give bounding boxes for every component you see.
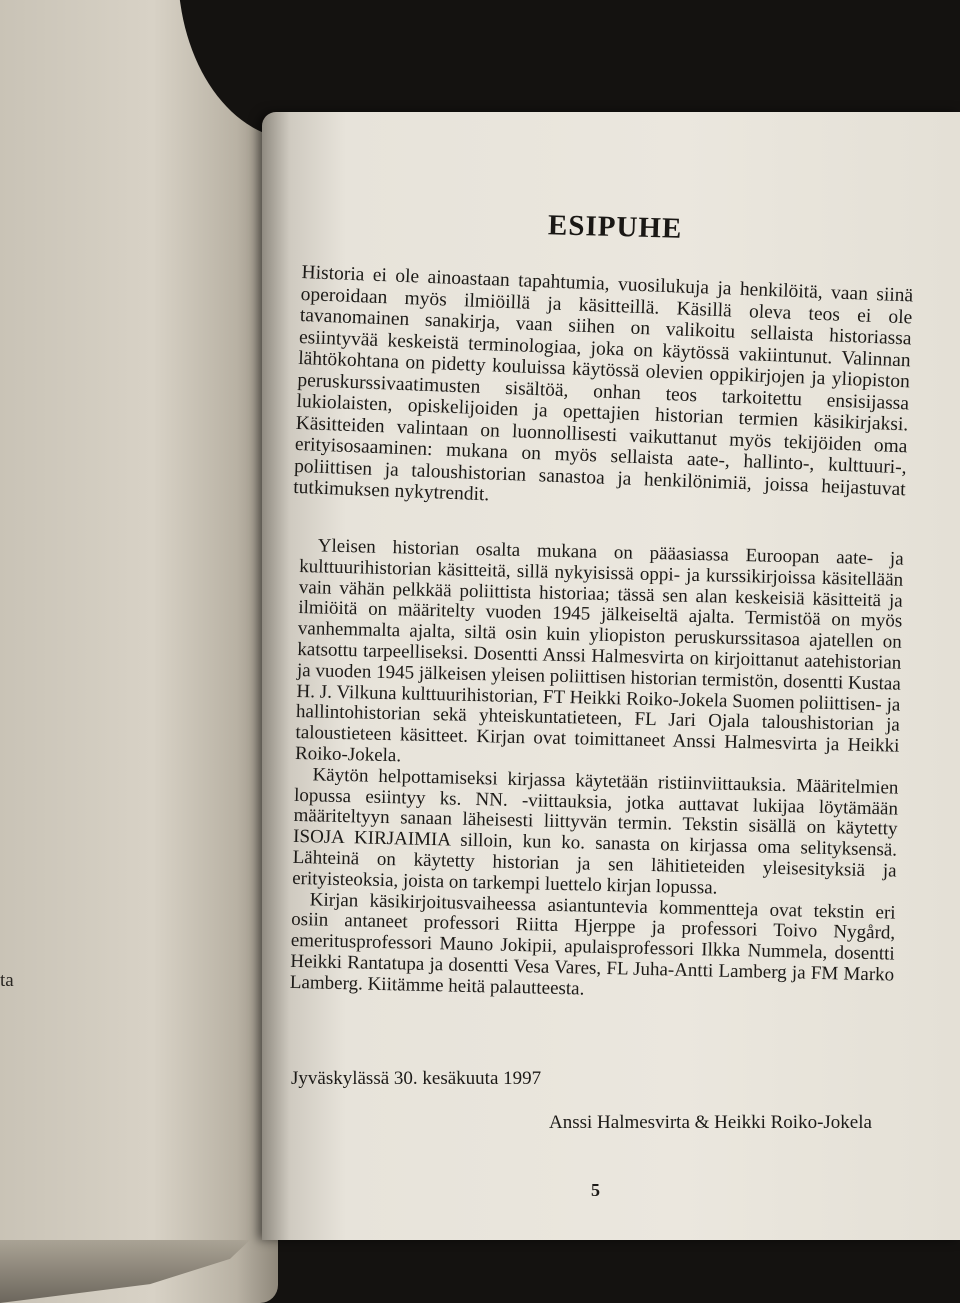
place-date: Jyväskylässä 30. kesäkuuta 1997	[291, 1068, 542, 1089]
page-title: ESIPUHE	[547, 209, 683, 246]
preface-paragraph-4: Kirjan käsikirjoitusvaiheessa asiantuntevia kommentteja ovat tekstin eri osiin antaneet professori Riitta Hjerppe ja professori Toivo Nygård, emeritusprofessori Mauno Jokipii, apulaisprofessori Ilkka Nummela, dosentti Heikki Rantatupa ja dosentti Vesa Vares, FL Juha-Antti Lamberg ja FM Marko Lamberg. Kiitämme heitä palautteesta.	[289, 888, 896, 1000]
page-number: 5	[591, 1180, 600, 1200]
left-page	[0, 0, 278, 1303]
left-page-text-fragment: ta	[0, 970, 14, 991]
signature: Anssi Halmesvirta & Heikki Roiko-Jokela	[549, 1112, 872, 1133]
preface-body	[290, 536, 904, 1007]
preface-paragraph-2: Yleisen historian osalta mukana on pääasiassa Euroopan aate- ja kulttuurihistorian käsitteitä, sillä nykyisissä oppi- ja kurssikirjoissa käsitellään vain vähän pelkkää poliittista historiaa; tässä sen alan keskeisiä käsitteitä ja ilmiöitä on määritelty vuoden 1945 jälkeiseltä ajalta. Termistöä on myös vanhemmalta ajalta, siltä osin kuin yliopiston peruskurssitasoa ajatellen on katsottu tarpeelliseksi. Dosentti Anssi Halmesvirta on kirjoittanut aatehistorian ja vuoden 1945 jälkeisen yleisen poliittisen historian termistön, dosentti Kustaa H. J. Vilkuna kulttuurihistorian, FT Heikki Roiko-Jokela Suomen poliittisen- ja hallintohistorian sekä yhteiskuntatieteen, FL Jari Ojala taloushistorian ja taloustieteen käsitteet. Kirjan ovat toimittaneet Anssi Halmesvirta ja Heikki Roiko-Jokela.	[294, 535, 904, 767]
preface-paragraph-1	[293, 262, 914, 522]
preface-paragraph-3: Käytön helpottamiseksi kirjassa käytetään ristiinviittauksia. Määritelmien lopussa esiintyy ks. NN. -viittauksia, jotka auttavat lukijaa löytämään määriteltyyn sanaan läheisesti liittyvän termin. Tekstin sisällä on käytetty ISOJA KIRJAIMIA silloin, kun ko. sanasta on kirjassa oma selityksensä. Lähteinä on käytetty historian ja sen lähitieteiden yleisesityksiä ja erityisteoksia, joista on tarkempi luettelo kirjan lopussa.	[291, 764, 899, 899]
paragraph-text: Historia ei ole ainoastaan tapahtumia, vuosilukuja ja henkilöitä, vaan siinä operoidaan myös ilmiöillä ja käsitteillä. Käsillä oleva teos ei ole tavanomainen sanakirja, vaan siihen on valikoitu sellaista historiassa esiintyvää keskeistä terminologiaa, joka on käytössä vakiintunut. Valinnan lähtökohtana on pidetty kouluissa käytössä olevien oppikirjojen ja yliopiston peruskurssivaatimusten sisältöä, onhan teos tarkoitettu ensisijassa lukiolaisten, opiskelijoiden ja opettajien historian termien käsikirjaksi. Käsitteiden valintaan on luonnollisesti vaikuttanut myös tekijöiden oma erityisosaaminen: mukana on myös sellaista aate-, hallinto-, kulttuuri-, poliittisen ja taloushistorian sanastoa ja henkilönimiä, joissa heijastuvat tutkimuksen nykytrendit.	[292, 262, 914, 506]
